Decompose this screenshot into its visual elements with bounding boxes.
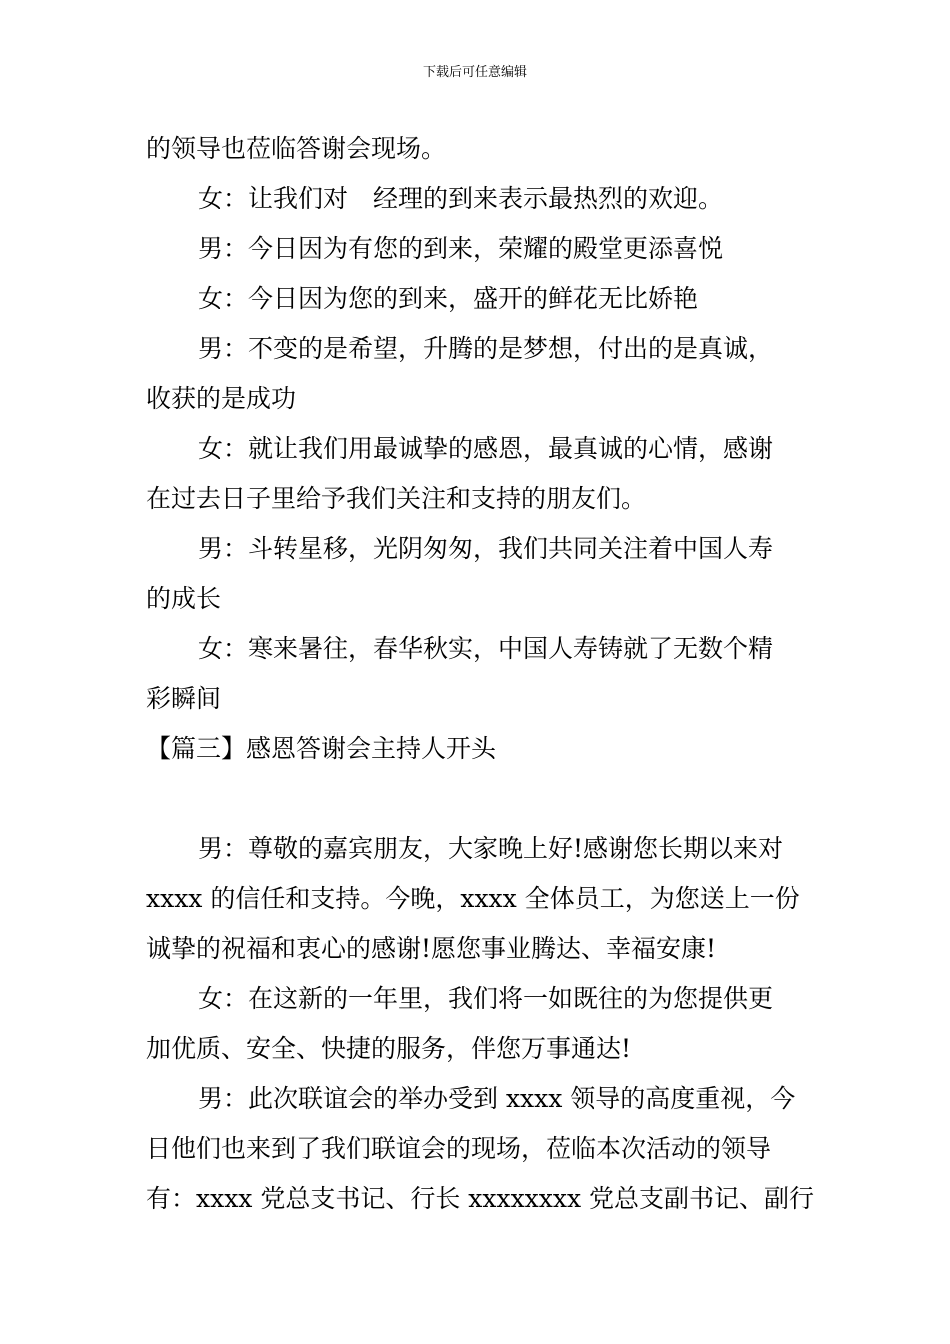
text-line: 彩瞬间: [146, 684, 222, 713]
text-line: 男：今日因为有您的到来，荣耀的殿堂更添喜悦: [198, 234, 724, 263]
text-line: 男：斗转星移，光阴匆匆，我们共同关注着中国人寿: [198, 534, 774, 563]
text-line: 收获的是成功: [146, 384, 297, 413]
text-line: 的领导也莅临答谢会现场。: [146, 134, 447, 163]
text-line: 有：xxxx 党总支书记、行长 xxxxxxxx 党总支副书记、副行: [146, 1184, 815, 1213]
text-line: 男：此次联谊会的举办受到 xxxx 领导的高度重视，今: [198, 1084, 796, 1113]
text-line: 女：在这新的一年里，我们将一如既往的为您提供更: [198, 984, 774, 1013]
text-line: 【篇三】感恩答谢会主持人开头: [146, 734, 497, 763]
document-body: [146, 124, 815, 1224]
text-line: 女：今日因为您的到来，盛开的鲜花无比娇艳: [198, 284, 699, 313]
text-line: 加优质、安全、快捷的服务，伴您万事通达!: [146, 1034, 632, 1063]
text-line: xxxx 的信任和支持。今晚，xxxx 全体员工，为您送上一份: [146, 884, 800, 913]
text-line: 诚挚的祝福和衷心的感谢!愿您事业腾达、幸福安康!: [146, 934, 717, 963]
text-line: 女：让我们对 经理的到来表示最热烈的欢迎。: [198, 184, 724, 213]
text-line: 的成长: [146, 584, 222, 613]
text-line: 男：不变的是希望，升腾的是梦想，付出的是真诚，: [198, 334, 774, 363]
text-line: 在过去日子里给予我们关注和支持的朋友们。: [146, 484, 647, 513]
page-header: [0, 64, 950, 82]
text-line: 日他们也来到了我们联谊会的现场，莅临本次活动的领导: [146, 1134, 772, 1163]
text-line: 女：寒来暑往，春华秋实，中国人寿铸就了无数个精: [198, 634, 774, 663]
header-text: 下载后可任意编辑: [422, 65, 527, 80]
text-line: [146, 774, 806, 824]
text-line: 女：就让我们用最诚挚的感恩，最真诚的心情，感谢: [198, 434, 774, 463]
text-line: 男：尊敬的嘉宾朋友，大家晚上好!感谢您长期以来对: [198, 834, 784, 863]
